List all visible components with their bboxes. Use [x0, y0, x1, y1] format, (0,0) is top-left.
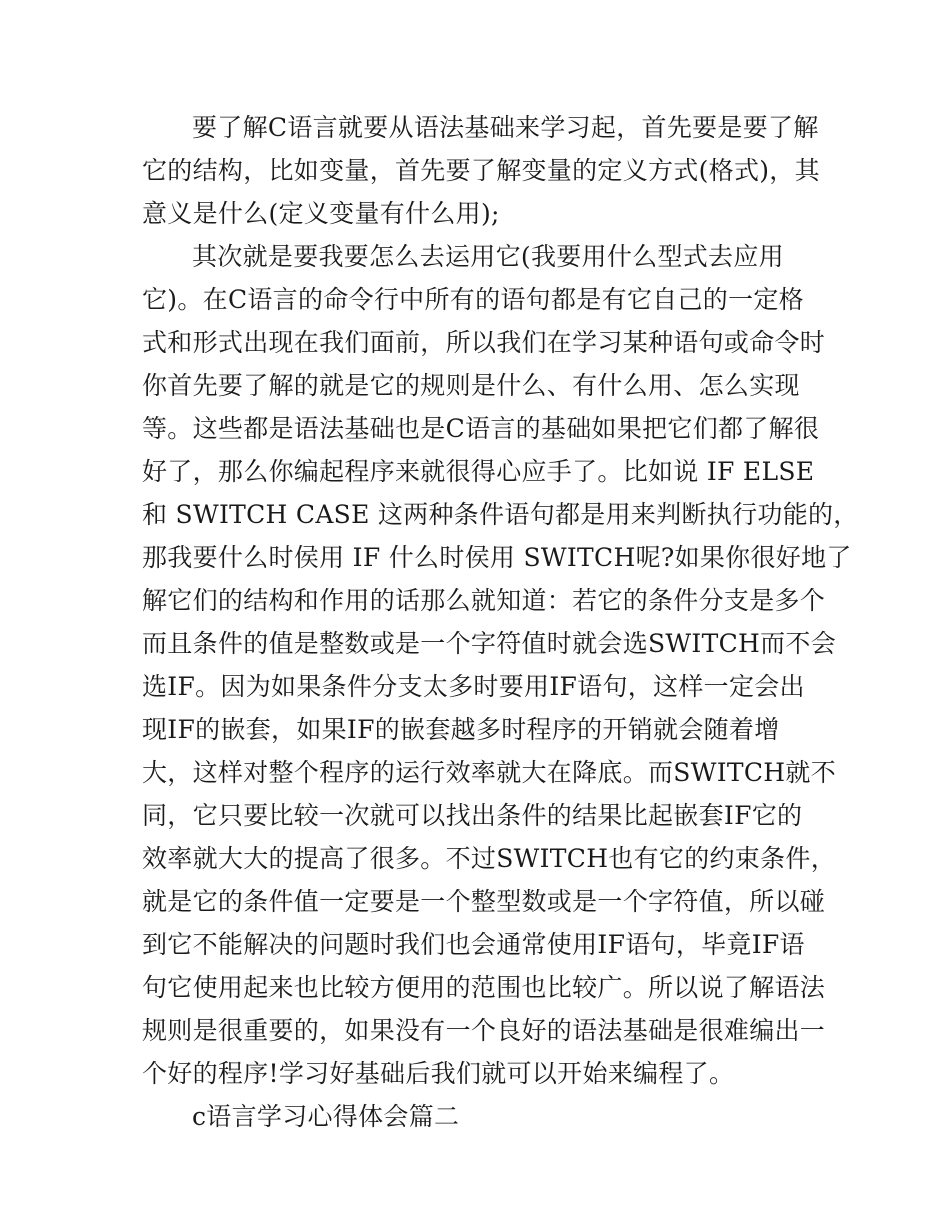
paragraph-2-line-10: 而且条件的值是整数或是一个字符值时就会选SWITCH而不会	[142, 629, 837, 658]
paragraph-2-line-19: 规则是很重要的，如果没有一个良好的语法基础是很难编出一	[142, 1016, 826, 1045]
paragraph-2-line-18: 句它使用起来也比较方便用的范围也比较广。所以说了解语法	[142, 973, 826, 1002]
paragraph-2-line-17: 到它不能解决的问题时我们也会通常使用IF语句，毕竟IF语	[142, 930, 805, 959]
paragraph-1-line-3: 意义是什么(定义变量有什么用);	[142, 199, 500, 228]
paragraph-2-line-12: 现IF的嵌套，如果IF的嵌套越多时程序的开销就会随着增	[142, 715, 780, 744]
paragraph-2-line-11: 选IF。因为如果条件分支太多时要用IF语句，这样一定会出	[142, 672, 805, 701]
paragraph-2-line-5: 等。这些都是语法基础也是C语言的基础如果把它们都了解很	[142, 414, 820, 443]
paragraph-1-line-1: 要了解C语言就要从语法基础来学习起，首先要是要了解	[192, 113, 819, 142]
paragraph-2-line-14: 同，它只要比较一次就可以找出条件的结果比起嵌套IF它的	[142, 801, 803, 830]
paragraph-2-line-13: 大，这样对整个程序的运行效率就大在降底。而SWITCH就不	[142, 758, 837, 787]
paragraph-2-line-2: 它)。在C语言的命令行中所有的语句都是有它自己的一定格	[142, 285, 804, 314]
paragraph-2-line-4: 你首先要了解的就是它的规则是什么、有什么用、怎么实现	[142, 371, 800, 400]
paragraph-2-line-16: 就是它的条件值一定要是一个整型数或是一个字符值，所以碰	[142, 887, 826, 916]
section-heading: c语言学习心得体会篇二	[192, 1102, 460, 1131]
paragraph-2-line-1: 其次就是要我要怎么去运用它(我要用什么型式去应用	[192, 242, 784, 271]
paragraph-2-line-8: 那我要什么时侯用 IF 什么时侯用 SWITCH呢?如果你很好地了	[142, 543, 852, 572]
paragraph-2-line-15: 效率就大大的提高了很多。不过SWITCH也有它的约束条件，	[142, 844, 837, 873]
paragraph-2-line-9: 解它们的结构和作用的话那么就知道：若它的条件分支是多个	[142, 586, 826, 615]
paragraph-2-line-6: 好了，那么你编起程序来就很得心应手了。比如说 IF ELSE	[142, 457, 815, 486]
paragraph-2-line-3: 式和形式出现在我们面前，所以我们在学习某种语句或命令时	[142, 328, 826, 357]
paragraph-2-line-20: 个好的程序!学习好基础后我们就可以开始来编程了。	[142, 1059, 735, 1088]
paragraph-2-line-7: 和 SWITCH CASE 这两种条件语句都是用来判断执行功能的，	[142, 500, 859, 529]
paragraph-1-line-2: 它的结构，比如变量，首先要了解变量的定义方式(格式)，其	[142, 156, 820, 185]
